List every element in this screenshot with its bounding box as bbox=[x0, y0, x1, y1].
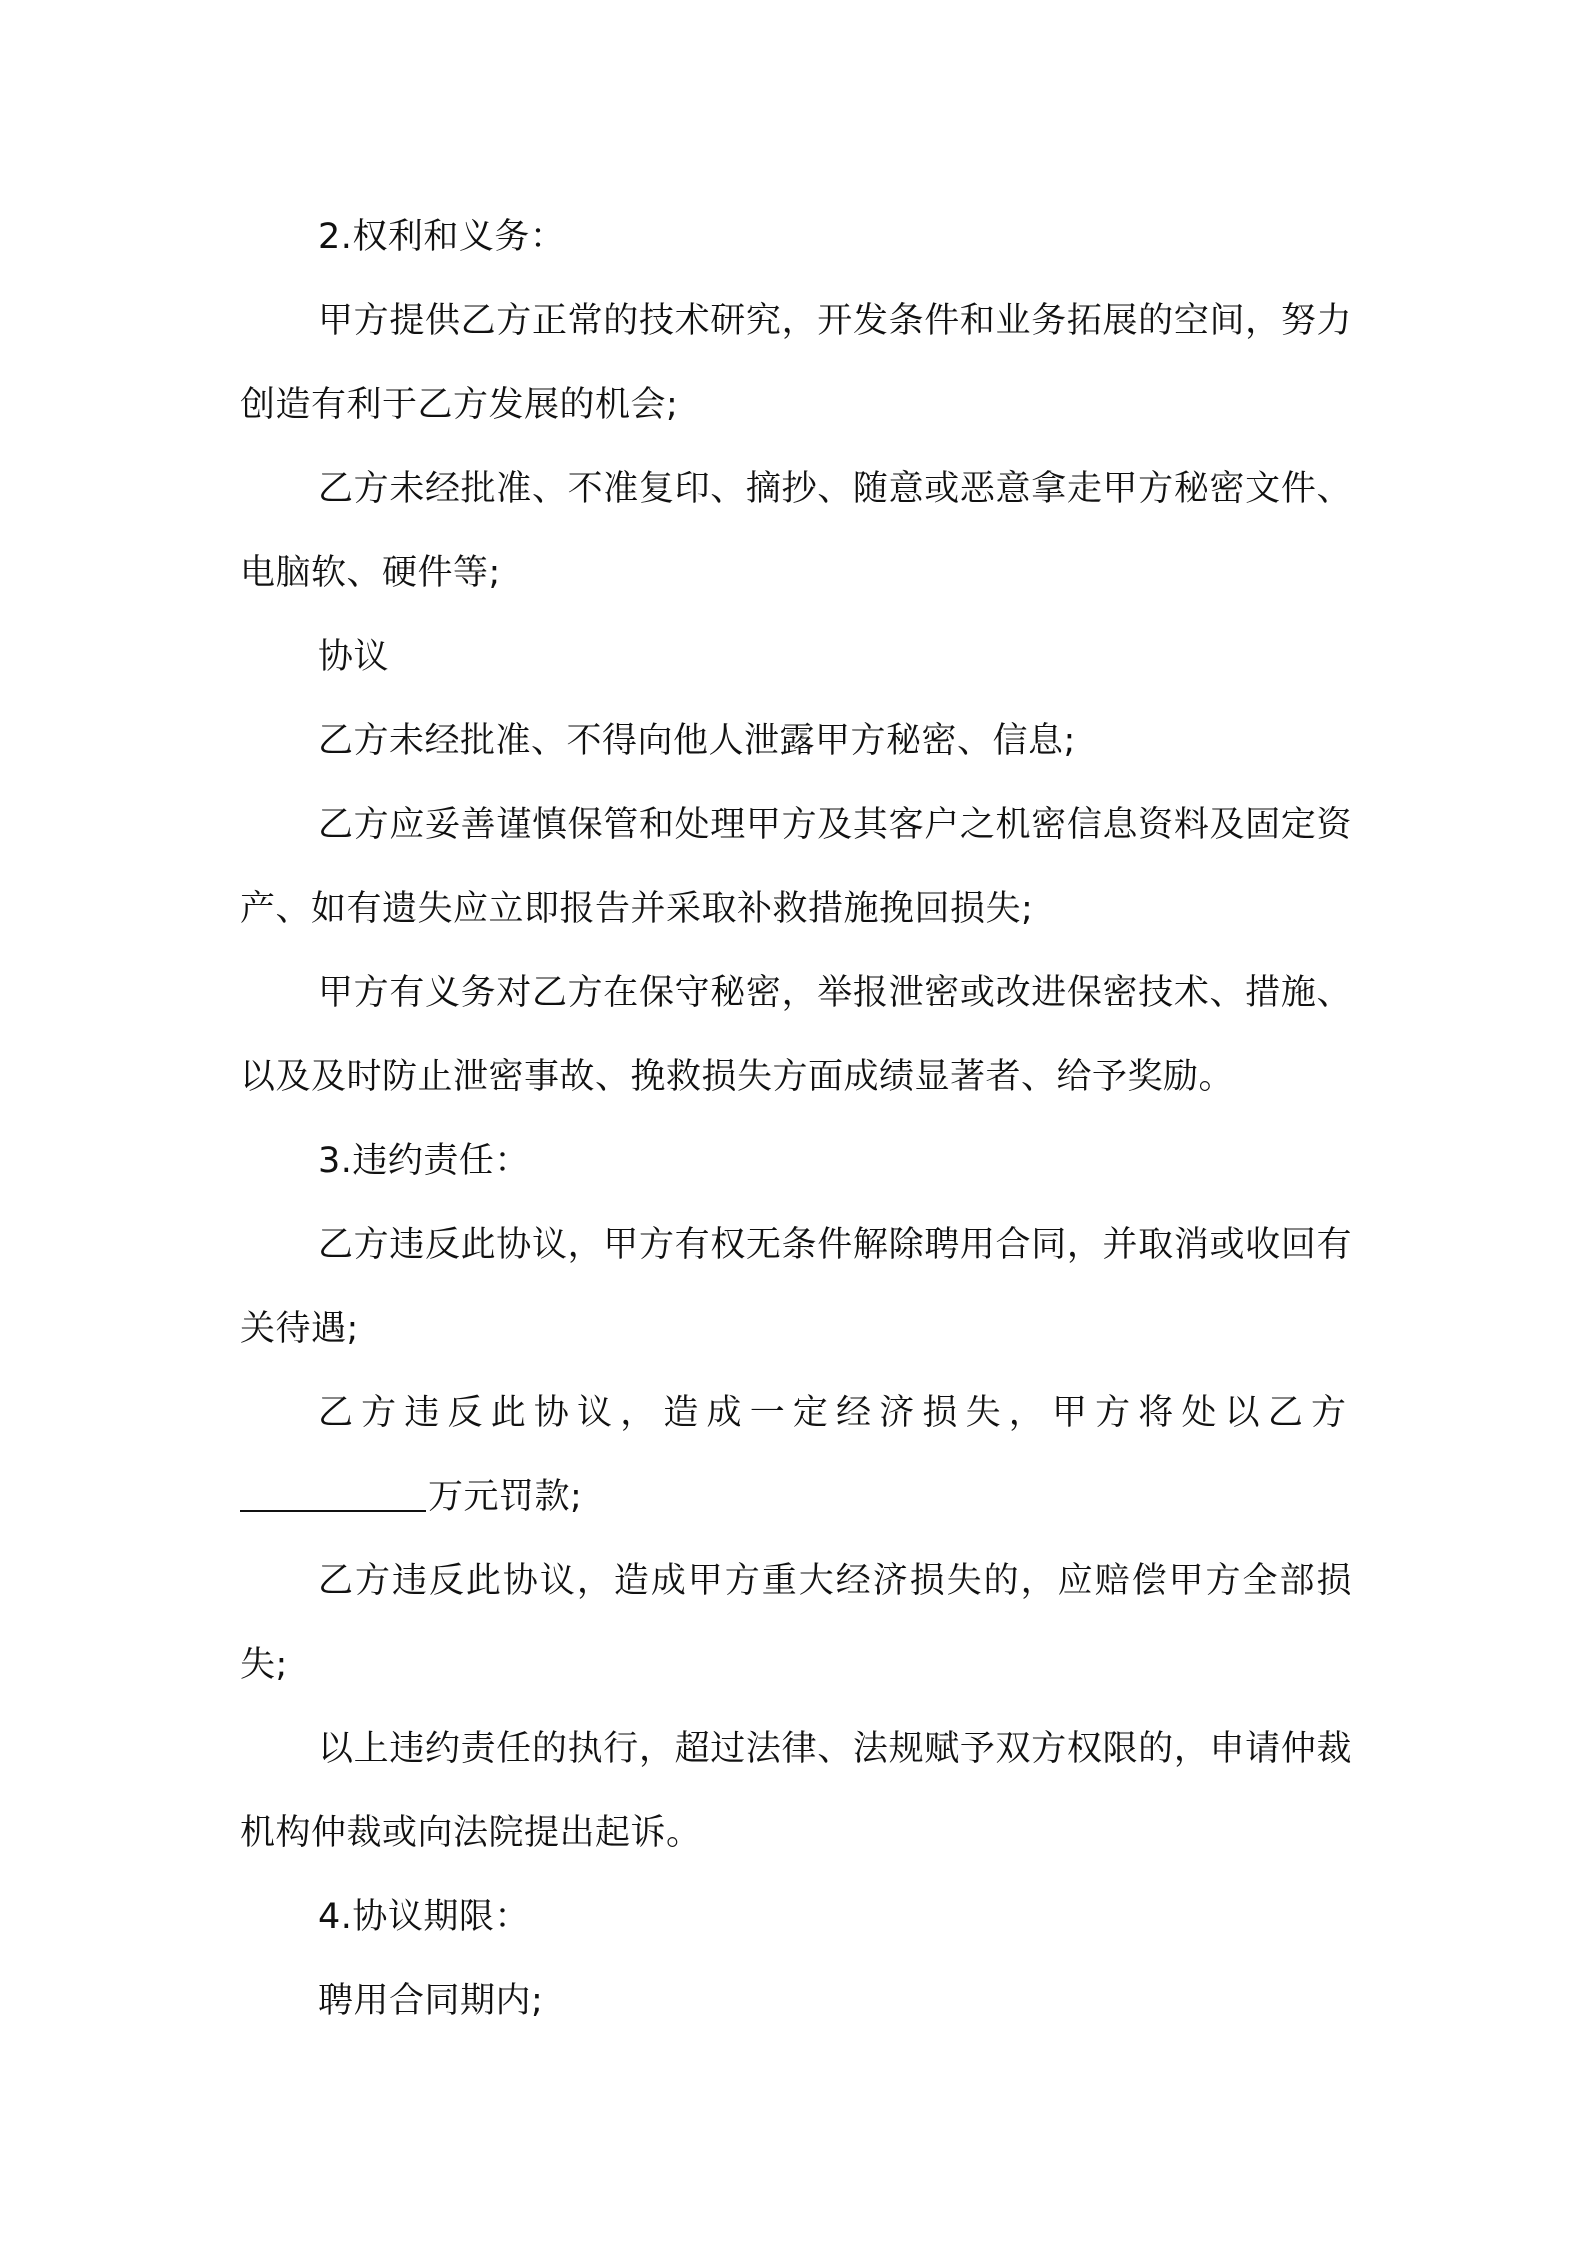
paragraph-fine-amount-line bbox=[240, 1455, 1352, 1539]
paragraph-agreement-label: 协议 bbox=[318, 637, 390, 677]
paragraph-rewards: 甲方有义务对乙方在保守秘密，举报泄密或改进保密技术、措施、以及及时防止泄密事故、挽救损失方面成绩显著者、给予奖励。 bbox=[240, 973, 1352, 1097]
document-body bbox=[240, 195, 1352, 2043]
paragraph-terminate-contract: 乙方违反此协议，甲方有权无条件解除聘用合同，并取消或收回有关待遇; bbox=[240, 1225, 1352, 1349]
paragraph-compensation: 乙方违反此协议，造成甲方重大经济损失的，应赔偿甲方全部损失; bbox=[240, 1561, 1352, 1685]
section-heading-rights-obligations: 2.权利和义务： bbox=[318, 217, 566, 257]
fine-amount-blank bbox=[240, 1475, 426, 1512]
paragraph-fine-clause: 乙方违反此协议，造成一定经济损失，甲方将处以乙方 bbox=[318, 1393, 1352, 1433]
paragraph-safekeeping: 乙方应妥善谨慎保管和处理甲方及其客户之机密信息资料及固定资产、如有遗失应立即报告并采取补救措施挽回损失; bbox=[240, 805, 1352, 929]
paragraph-term-duration: 聘用合同期内; bbox=[318, 1981, 544, 2021]
section-heading-breach-liability: 3.违约责任： bbox=[318, 1141, 530, 1181]
fine-amount-suffix: 万元罚款; bbox=[428, 1477, 583, 1517]
paragraph-party-a-provides: 甲方提供乙方正常的技术研究，开发条件和业务拓展的空间，努力创造有利于乙方发展的机会; bbox=[240, 301, 1352, 425]
section-heading-agreement-term: 4.协议期限： bbox=[318, 1897, 530, 1937]
paragraph-no-disclosure: 乙方未经批准、不得向他人泄露甲方秘密、信息; bbox=[318, 721, 1076, 761]
paragraph-arbitration: 以上违约责任的执行，超过法律、法规赋予双方权限的，申请仲裁机构仲裁或向法院提出起诉。 bbox=[240, 1729, 1352, 1853]
paragraph-no-copying: 乙方未经批准、不准复印、摘抄、随意或恶意拿走甲方秘密文件、电脑软、硬件等; bbox=[240, 469, 1352, 593]
